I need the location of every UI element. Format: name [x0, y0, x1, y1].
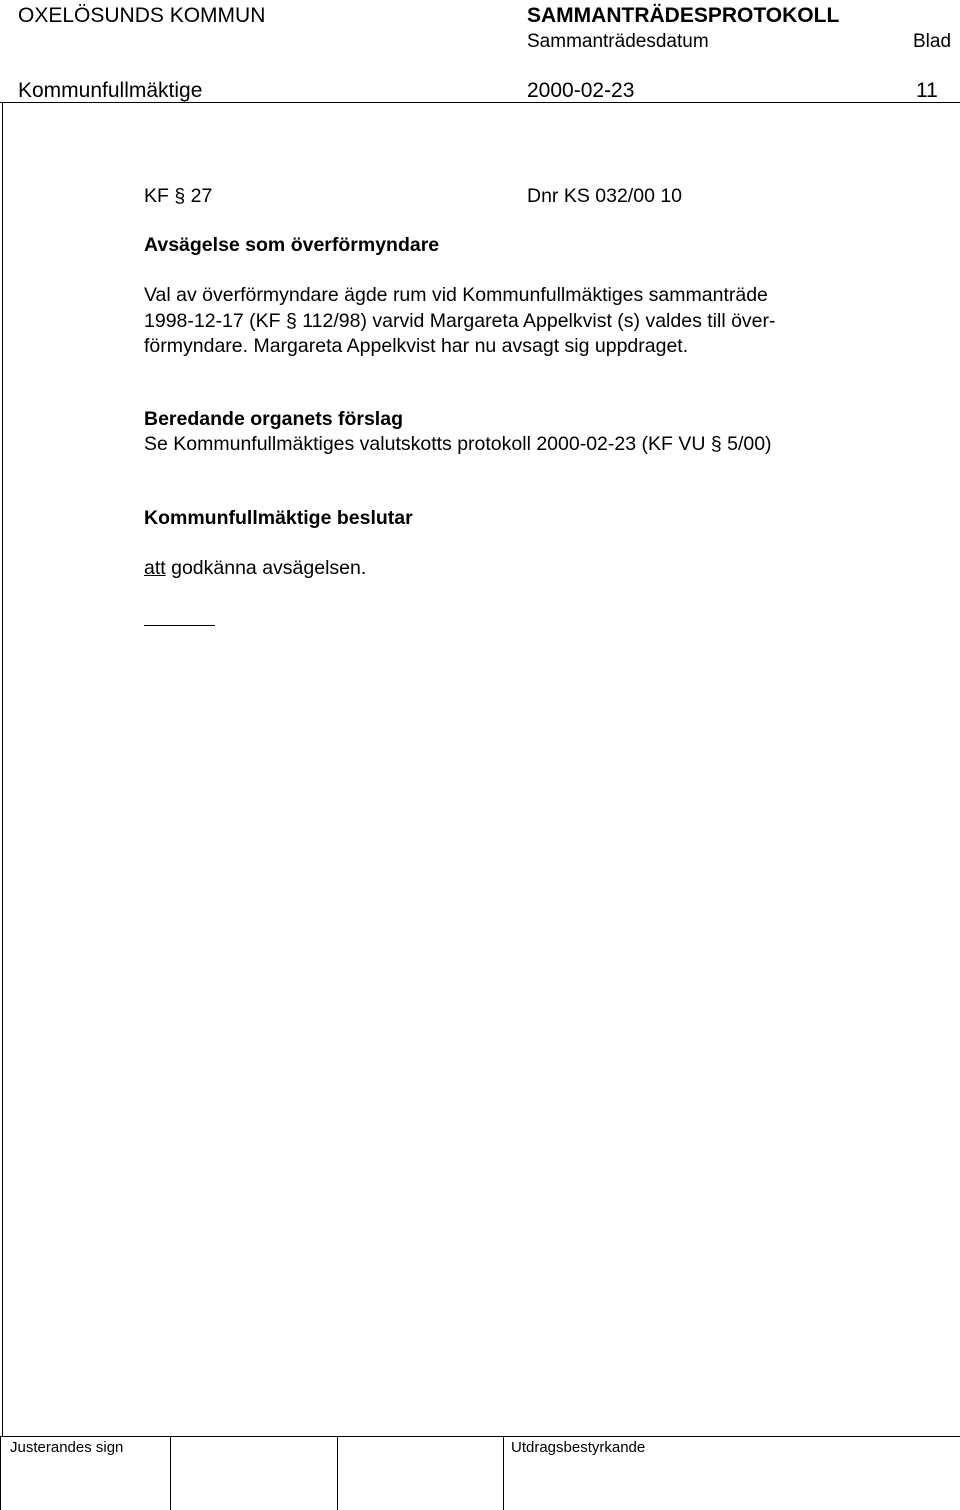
case-title: Avsägelse som överförmyndare — [144, 234, 440, 256]
meeting-date-label: Sammanträdesdatum — [527, 31, 709, 52]
case-number: KF § 27 — [144, 185, 213, 207]
justering-label: Justerandes sign — [10, 1439, 124, 1456]
footer-divider — [0, 1436, 960, 1437]
case-dnr: Dnr KS 032/00 10 — [527, 185, 683, 207]
page-number: 11 — [916, 79, 938, 102]
footer-separator — [170, 1436, 171, 1510]
decision-text: godkänna avsägelsen. — [165, 557, 367, 579]
header-divider — [0, 102, 960, 103]
council-body: Kommunfullmäktige — [18, 79, 203, 102]
proposal-heading: Beredande organets förslag — [144, 408, 403, 430]
organization-name: OXELÖSUNDS KOMMUN — [18, 4, 266, 27]
left-margin-line — [2, 102, 3, 1436]
footer-separator — [503, 1436, 504, 1510]
decision-heading: Kommunfullmäktige beslutar — [144, 507, 413, 529]
meeting-date: 2000-02-23 — [527, 79, 635, 102]
paragraph-line: 1998-12-17 (KF § 112/98) varvid Margareta Appelkvist (s) valdes till över- — [144, 310, 776, 332]
footer-separator — [337, 1436, 338, 1510]
end-mark-line — [144, 625, 215, 626]
paragraph-line: Val av överförmyndare ägde rum vid Kommunfullmäktiges sammanträde — [144, 284, 768, 306]
document-type: SAMMANTRÄDESPROTOKOLL — [527, 4, 840, 27]
footer-left-border — [0, 1436, 1, 1510]
paragraph-line: förmyndare. Margareta Appelkvist har nu avsagt sig uppdraget. — [144, 335, 689, 357]
utdrag-label: Utdragsbestyrkande — [511, 1439, 646, 1456]
decision-att: att — [144, 557, 166, 579]
page-label: Blad — [913, 31, 952, 52]
decision-line — [144, 556, 366, 580]
proposal-text: Se Kommunfullmäktiges valutskotts protokoll 2000-02-23 (KF VU § 5/00) — [144, 433, 772, 455]
